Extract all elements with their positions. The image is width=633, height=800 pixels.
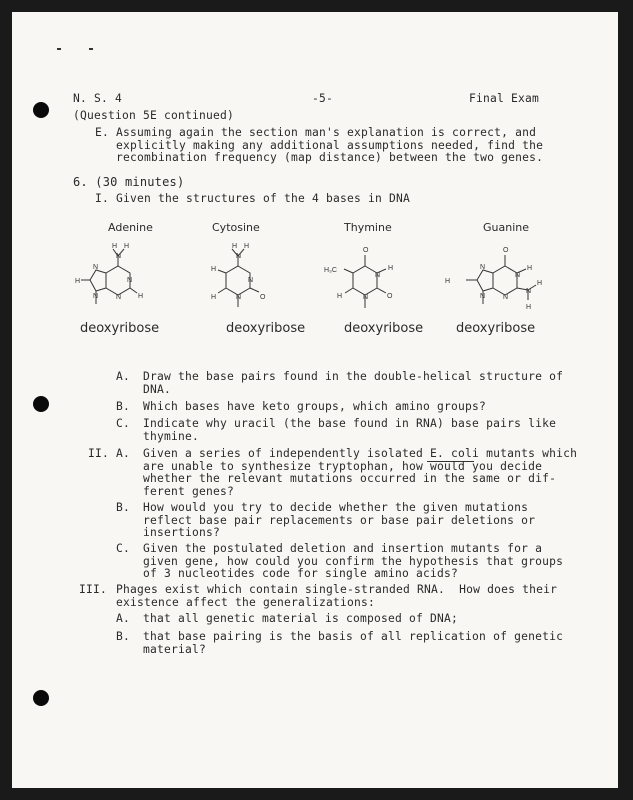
part3-b-line: that base pairing is the basis of all replication of genetic [143,630,564,643]
part2-c-line: of 3 nucleotides code for single amino acids? [143,567,459,580]
svg-text:N: N [480,293,486,300]
svg-text:O: O [387,293,393,300]
svg-text:N: N [480,264,486,271]
svg-text:H: H [388,265,394,272]
exam-title: Final Exam [469,92,540,105]
q5e-line: recombination frequency (map distance) between the two genes. [116,151,544,164]
svg-text:N: N [127,277,133,284]
svg-text:H: H [75,278,81,285]
svg-text:O: O [260,294,266,301]
svg-text:H: H [138,293,144,300]
page-number: -5- [312,92,334,105]
svg-text:H: H [527,265,533,272]
q5e-marker: E. [95,126,110,139]
q5e-line: Assuming again the section man's explanation is correct, and [116,126,537,139]
punch-hole-icon [33,396,49,412]
part1-a-line: DNA. [143,382,172,396]
part2-a-line: are unable to synthesize tryptophan, how would you decide [143,459,543,473]
svg-text:O: O [503,247,509,254]
part2-b-line: reflect base pair replacements or base pair deletions or [143,513,536,527]
svg-text:H₃C: H₃C [324,267,337,274]
part3-line: existence affect the generalizations: [116,595,376,609]
part2-b-line: insertions? [143,526,221,539]
svg-text:N: N [236,253,242,260]
svg-text:H: H [537,280,543,287]
svg-text:H: H [112,243,118,250]
svg-text:N: N [515,272,521,279]
question-6-title: 6. (30 minutes) [73,175,185,189]
base-name-adenine: Adenine [108,221,153,234]
svg-text:N: N [248,277,254,284]
part1-c-line: Indicate why uracil (the base found in RNA) base pairs like [143,417,557,430]
svg-text:N: N [93,264,99,271]
svg-text:H: H [211,266,217,273]
svg-text:N: N [503,294,509,301]
part1-b-marker: B. [116,400,131,413]
part1-c-marker: C. [116,417,131,430]
part3-b-line: material? [143,642,207,656]
part1-c-line: thymine. [143,429,200,443]
continued-note: (Question 5E continued) [73,109,235,122]
part3-b-marker: B. [116,630,131,643]
svg-text:N: N [236,294,242,301]
part3-marker: III. [79,583,108,596]
svg-text:H: H [232,243,238,250]
q5e-line: explicitly making any additional assumptions needed, find the [116,138,544,152]
sugar-label-adenine: deoxyribose [80,321,160,336]
thymine-structure-icon [320,238,410,318]
part2-b-line: How would you try to decide whether the given mutations [143,501,529,514]
cytosine-structure-icon [205,238,280,318]
base-name-thymine: Thymine [344,221,392,234]
svg-text:H: H [124,243,130,250]
part2-marker: II. [88,447,110,460]
part2-a-line: ferent genes? [143,484,235,498]
part2-a-line: Given a series of independently isolated E. coli mutants which [143,447,578,460]
svg-text:N: N [526,288,532,295]
svg-text:N: N [116,253,122,260]
part2-b-marker: B. [116,501,131,514]
corner-mark [89,48,93,50]
svg-text:H: H [526,304,532,311]
part1-intro: I. Given the structures of the 4 bases in DNA [95,192,411,205]
sugar-label-cytosine: deoxyribose [226,321,306,336]
part1-b-line: Which bases have keto groups, which amino groups? [143,400,487,413]
punch-hole-icon [33,690,49,706]
svg-text:O: O [363,247,369,254]
svg-text:N: N [93,293,99,300]
sugar-label-guanine: deoxyribose [456,321,536,336]
part2-a-line: whether the relevant mutations occurred in the same or dif- [143,472,557,485]
part3-a-line: that all genetic material is composed of DNA; [143,612,459,625]
course-label: N. S. 4 [73,92,123,105]
base-name-guanine: Guanine [483,221,530,234]
svg-text:H: H [445,278,451,285]
base-name-cytosine: Cytosine [212,221,260,234]
part1-a-marker: A. [116,370,131,383]
svg-text:N: N [363,294,369,301]
adenine-structure-icon [70,238,160,318]
punch-hole-icon [33,102,49,118]
part1-a-line: Draw the base pairs found in the double-helical structure of [143,370,564,383]
part3-line: Phages exist which contain single-stranded RNA. How does their [116,583,558,596]
svg-text:H: H [244,243,250,250]
part2-c-line: given gene, how could you confirm the hypothesis that groups [143,554,564,568]
svg-text:H: H [211,294,217,301]
svg-text:H: H [337,293,343,300]
svg-text:N: N [375,272,381,279]
sugar-label-thymine: deoxyribose [344,321,424,336]
corner-mark [57,48,61,50]
guanine-structure-icon [440,238,550,323]
svg-text:N: N [116,294,122,301]
part2-c-marker: C. [116,542,131,555]
part2-c-line: Given the postulated deletion and insertion mutants for a [143,542,543,555]
part2-a-marker: A. [116,447,131,460]
part3-a-marker: A. [116,612,131,625]
